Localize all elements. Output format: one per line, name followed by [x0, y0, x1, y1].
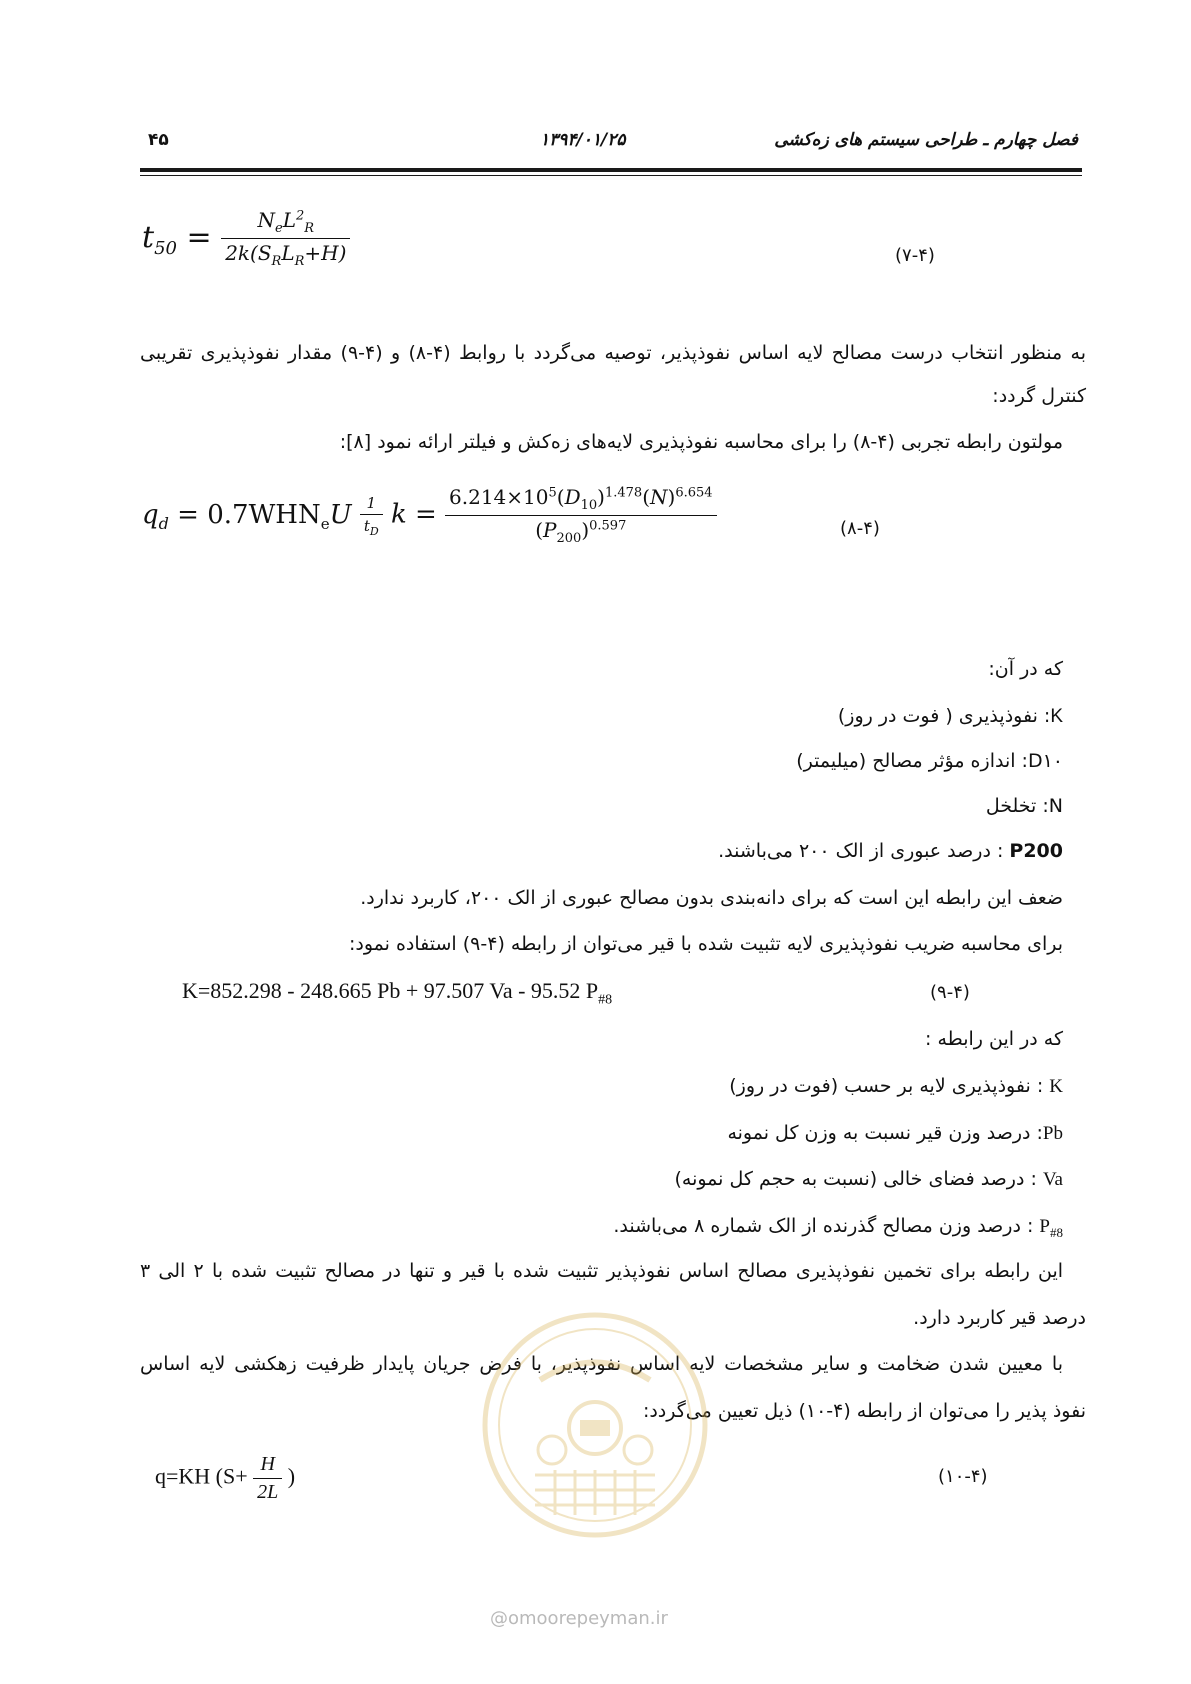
equation-qd: $q_d = 0.7WHN_eU$ $\frac{1}{t_D}$ k = $\frac{6.214\times 10^5(D_{10})^{1.478}(N)^{6.654}}{(P_{200})^{0.597}}$ [142, 485, 717, 546]
header-rule-thin [140, 175, 1082, 176]
paragraph-line: مولتون رابطه تجربی (۴-۸) را برای محاسبه نفوذپذیری لایه‌های زه‌کش و فیلتر ارائه نمود [۸]: [339, 431, 1063, 453]
equation-10-4-number: (۱۰-۴) [938, 1466, 988, 1487]
header-date: ۱۳۹۴/۰۱/۲۵ [540, 130, 626, 150]
paragraph-line: کنترل گردد: [992, 385, 1086, 407]
paragraph-line: با معیین شدن ضخامت و سایر مشخصات لایه اساس نفوذپذیر، با فرض جریان پایدار ظرفیت زهکشی لایه اساس [140, 1353, 1063, 1375]
equation-t50: $t_{50}$ = $\frac{N_eL^2_R}{2k(S_RL_R+H)}$ [142, 208, 350, 269]
equation-9-4-number: (۹-۴) [930, 982, 970, 1003]
paragraph-line: برای محاسبه ضریب نفوذپذیری لایه تثبیت شده با قیر می‌توان از رابطه (۴-۹) استفاده نمود: [348, 933, 1063, 955]
paragraph-line: ضعف این رابطه این است که برای دانه‌بندی بدون مصالح عبوری از الک ۲۰۰، کاربرد ندارد. [360, 887, 1063, 909]
paragraph-line: نفوذ پذیر را می‌توان از رابطه (۴-۱۰) ذیل تعیین می‌گردد: [642, 1400, 1086, 1422]
definition-k: K: نفوذپذیری ( فوت در روز) [837, 705, 1063, 727]
definition-d10: D۱۰: اندازه مؤثر مصالح (میلیمتر) [796, 750, 1063, 772]
definition-pb: Pb: درصد وزن قیر نسبت به وزن کل نمونه [727, 1122, 1063, 1144]
definition-p8: $P_{\#8}$ : درصد وزن مصالح گذرنده از الک شماره ۸ می‌باشند. [613, 1215, 1063, 1240]
where-label: که در این رابطه : [925, 1028, 1063, 1050]
definition-k-asphalt: K : نفوذپذیری لایه بر حسب (فوت در روز) [729, 1075, 1063, 1097]
equation-q-capacity: q=KH (S+ $\frac{H}{2L}$ ) [155, 1453, 296, 1503]
definition-va: Va : درصد فضای خالی (نسبت به حجم کل نمونه) [674, 1168, 1063, 1190]
paragraph-line: به منظور انتخاب درست مصالح لایه اساس نفوذپذیر، توصیه می‌گردد با روابط (۴-۸) و (۴-۹) مقدار نفوذپذیری تقریبی [140, 342, 1086, 364]
page-number: ۴۵ [148, 130, 169, 150]
paragraph-line: درصد قیر کاربرد دارد. [913, 1307, 1086, 1329]
watermark-url: @omoorepeyman.ir [490, 1608, 668, 1629]
where-label: که در آن: [988, 658, 1063, 680]
definition-n: N: تخلخل [985, 795, 1063, 817]
equation-k-asphalt: K=852.298 - 248.665 Pb + 97.507 Va - 95.52 $P_{\#8}$ [182, 978, 613, 1008]
equation-7-4-number: (۷-۴) [895, 245, 935, 266]
definition-p200: P200 : درصد عبوری از الک ۲۰۰ می‌باشند. [718, 840, 1063, 862]
watermark-seal-icon [480, 1310, 710, 1540]
paragraph-line: این رابطه برای تخمین نفوذپذیری مصالح اساس نفوذپذیر تثبیت شده با قیر و تنها در مصالح تثبیت شده با ۲ الی ۳ [140, 1260, 1064, 1282]
equation-8-4-number: (۸-۴) [840, 518, 880, 539]
at-sign-icon: @ [490, 1608, 508, 1629]
chapter-title: فصل چهارم ـ طراحی سیستم های زه‌کشی [774, 130, 1078, 150]
header-rule-thick [140, 168, 1082, 172]
